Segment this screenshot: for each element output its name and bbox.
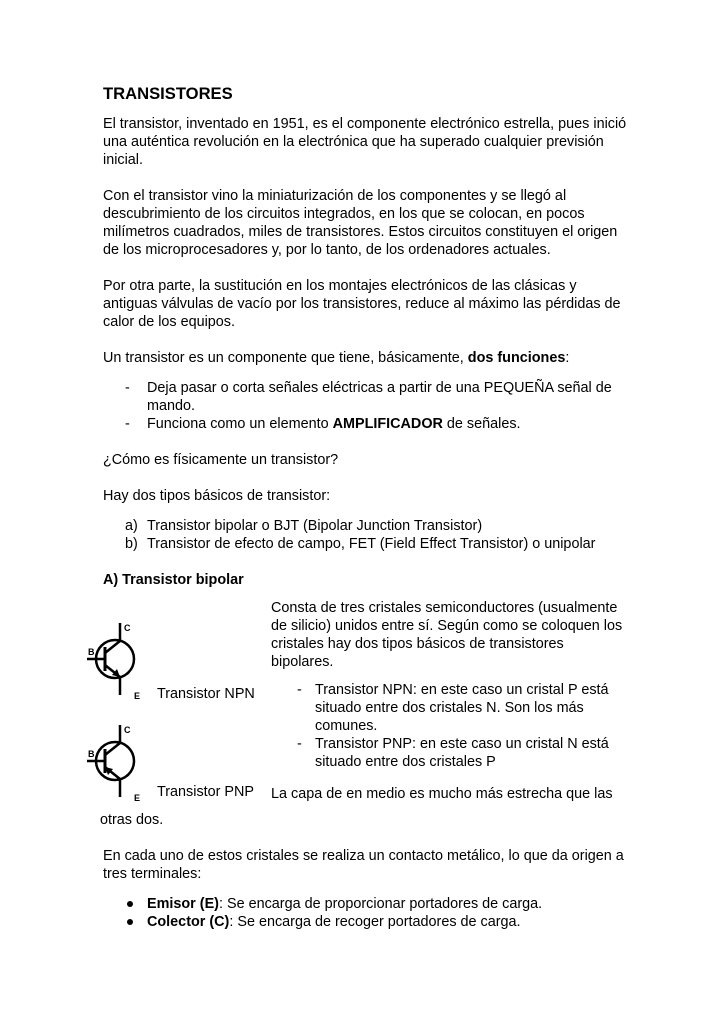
list-item xyxy=(103,415,633,433)
list-item xyxy=(271,681,629,735)
question-paragraph: ¿Cómo es físicamente un transistor? xyxy=(103,452,339,468)
list-item-text: Funciona como un elemento xyxy=(147,416,333,432)
list-marker: b) xyxy=(125,536,138,552)
types-intro: Hay dos tipos básicos de transistor: xyxy=(103,488,331,504)
list-item-text: Transistor NPN: en este caso un cristal P está situado entre dos cristales N. Son los más comunes. xyxy=(315,682,609,734)
list-marker: - xyxy=(297,682,302,698)
list-item-text: Transistor bipolar o BJT (Bipolar Junction Transistor) xyxy=(147,518,483,534)
list-item-text: Transistor PNP: en este caso un cristal N está situado entre dos cristales P xyxy=(315,736,609,770)
bipolar-description xyxy=(271,599,629,803)
pin-label: E xyxy=(134,793,141,803)
list-item xyxy=(103,895,633,913)
section-heading: A) Transistor bipolar xyxy=(103,572,244,588)
list-item xyxy=(103,535,633,553)
list-marker: a) xyxy=(125,518,138,534)
miniaturization-paragraph: Con el transistor vino la miniaturización de los componentes y se llegó al descubrimiento de los circuitos integrados, en los que se colocan, en pocos milímetros cuadrados, miles de transistores. Estos circuitos constituyen el origen de los microprocesadores y, por lo tanto, de los ordenadores actuales. xyxy=(103,188,618,258)
list-item-text: Deja pasar o corta señales eléctricas a partir de una PEQUEÑA señal de mando. xyxy=(147,380,612,414)
pnp-symbol-icon xyxy=(87,719,157,805)
list-item-bold: Colector (C) xyxy=(147,914,230,930)
middle-layer-text: La capa de en medio es mucho más estrecha que las xyxy=(271,786,613,802)
bipolar-types-list xyxy=(271,681,629,771)
contacts-paragraph: En cada uno de estos cristales se realiza un contacto metálico, lo que da origen a tres terminales: xyxy=(103,848,624,882)
functions-intro-bold: dos funciones xyxy=(467,350,566,366)
middle-layer-text-end: otras dos. xyxy=(100,812,164,828)
bipolar-section xyxy=(88,600,633,819)
list-item xyxy=(103,379,633,415)
valves-paragraph: Por otra parte, la sustitución en los montajes electrónicos de las clásicas y antiguas válvulas de vacío por los transistores, reduce al máximo las pérdidas de calor de los equipos. xyxy=(103,278,621,330)
list-marker: - xyxy=(125,416,130,432)
list-marker: - xyxy=(297,736,302,752)
functions-intro xyxy=(103,349,633,367)
npn-symbol-icon xyxy=(87,617,157,703)
functions-intro-text: Un transistor es un componente que tiene, básicamente, xyxy=(103,350,468,366)
list-item-bold: Emisor (E) xyxy=(147,896,219,912)
list-item-text: : Se encarga de proporcionar portadores de carga. xyxy=(218,896,543,912)
intro-paragraph: El transistor, inventado en 1951, es el componente electrónico estrella, pues inició una auténtica revolución en la electrónica que ha superado cualquier previsión inicial. xyxy=(103,116,627,168)
bullet-icon xyxy=(127,919,133,925)
list-item xyxy=(103,913,633,931)
pin-label: B xyxy=(88,749,95,759)
pin-label: E xyxy=(134,691,141,701)
pin-label: C xyxy=(124,725,131,735)
functions-list xyxy=(103,379,633,433)
document-title: TRANSISTORES xyxy=(103,84,233,103)
bullet-icon xyxy=(127,901,133,907)
list-item-text-end: de señales. xyxy=(442,416,521,432)
types-list xyxy=(103,517,633,553)
pin-label: C xyxy=(124,623,131,633)
document-page xyxy=(88,84,633,949)
pin-label: B xyxy=(88,647,95,657)
pnp-label: Transistor PNP xyxy=(157,784,255,800)
functions-intro-colon: : xyxy=(565,350,570,366)
list-marker: - xyxy=(125,380,130,396)
list-item xyxy=(271,735,629,771)
list-item-text: Transistor de efecto de campo, FET (Field Effect Transistor) o unipolar xyxy=(147,536,596,552)
bipolar-desc-paragraph: Consta de tres cristales semiconductores (usualmente de silicio) unidos entre sí. Según como se coloquen los cristales hay dos tipos básicos de transistores bipolares. xyxy=(271,600,623,670)
list-item xyxy=(103,517,633,535)
npn-label: Transistor NPN xyxy=(157,686,255,702)
terminals-list xyxy=(103,895,633,931)
list-item-text: : Se encarga de recoger portadores de carga. xyxy=(229,914,521,930)
list-item-bold: AMPLIFICADOR xyxy=(332,416,443,432)
